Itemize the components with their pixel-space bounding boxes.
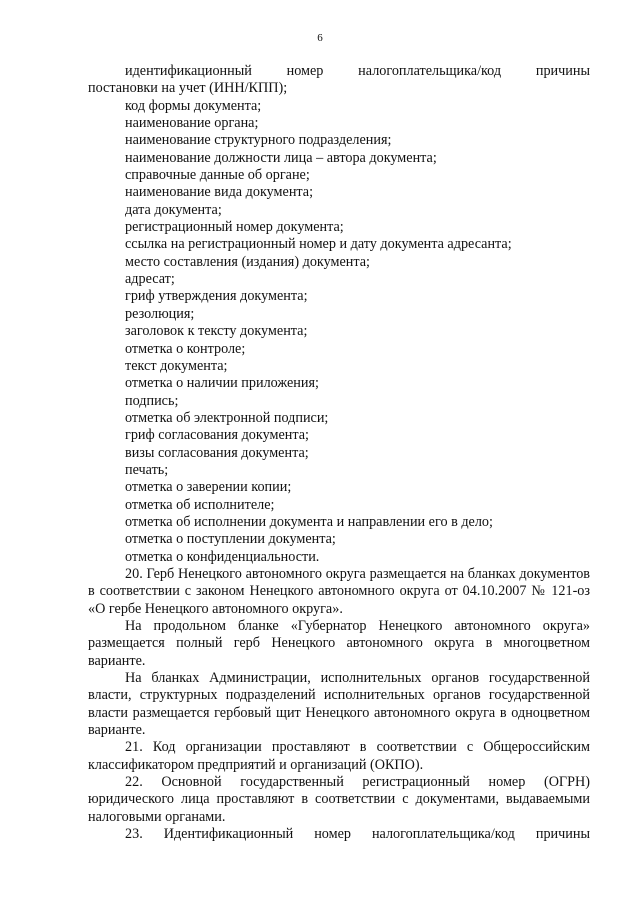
intro-line-1: идентификационный номер налогоплательщика/код причины (125, 63, 590, 79)
document-body (88, 63, 590, 843)
list-item: гриф согласования документа; (125, 427, 309, 444)
paragraph-20-continuation-2: На бланках Администрации, исполнительных органов государственной власти, структурных подразделений исполнительных органов государственной власти размещается гербовый щит Ненецкого автономного округа в одноцветном варианте. (88, 670, 590, 739)
paragraph-21: 21. Код организации проставляют в соответствии с Общероссийским классификатором предприятий и организаций (ОКПО). (88, 739, 590, 773)
list-item: регистрационный номер документа; (125, 219, 344, 236)
list-item: ссылка на регистрационный номер и дату документа адресанта; (125, 236, 512, 253)
list-item: отметка об электронной подписи; (125, 409, 329, 426)
list-item: отметка об исполнении документа и направлении его в дело; (125, 513, 493, 530)
list-item: визы согласования документа; (125, 444, 309, 461)
paragraph-20-continuation-1: На продольном бланке «Губернатор Ненецкого автономного округа» размещается полный герб Ненецкого автономного округа в многоцветном варианте. (88, 618, 590, 669)
list-item: печать; (125, 461, 169, 478)
list-item: код формы документа; (125, 97, 262, 114)
page-number: 6 (317, 32, 323, 44)
list-item: дата документа; (125, 201, 222, 218)
list-item: текст документа; (125, 357, 228, 374)
list-item: гриф утверждения документа; (125, 288, 308, 305)
list-item: адресат; (125, 271, 175, 288)
list-item: отметка о контроле; (125, 340, 246, 357)
paragraph-23: 23. Идентификационный номер налогоплательщика/код причины (125, 826, 590, 843)
paragraph-20: 20. Герб Ненецкого автономного округа размещается на бланках документов в соответствии с законом Ненецкого автономного округа от 04.10.2007 № 121-оз «О гербе Ненецкого автономного округа». (88, 565, 590, 617)
list-item: наименование вида документа; (125, 184, 314, 201)
list-item: наименование должности лица – автора документа; (125, 149, 437, 166)
list-item: отметка о поступлении документа; (125, 531, 336, 548)
list-item: заголовок к тексту документа; (125, 323, 308, 340)
list-item: отметка о конфиденциальности. (125, 548, 320, 565)
list-item: справочные данные об органе; (125, 167, 310, 184)
intro-line-2: постановки на учет (ИНН/КПП); (88, 80, 288, 97)
list-item: отметка о заверении копии; (125, 479, 292, 496)
requisites-list (88, 98, 590, 566)
list-item: резолюция; (125, 305, 195, 322)
list-item: отметка о наличии приложения; (125, 375, 319, 392)
list-item: наименование структурного подразделения; (125, 132, 392, 149)
list-item: отметка об исполнителе; (125, 496, 275, 513)
paragraph-22: 22. Основной государственный регистрационный номер (ОГРН) юридического лица проставляют в соответствии с документами, выдаваемыми налоговыми органами. (88, 774, 590, 825)
list-item: место составления (издания) документа; (125, 253, 370, 270)
list-item: наименование органа; (125, 115, 259, 132)
list-item: подпись; (125, 392, 179, 409)
